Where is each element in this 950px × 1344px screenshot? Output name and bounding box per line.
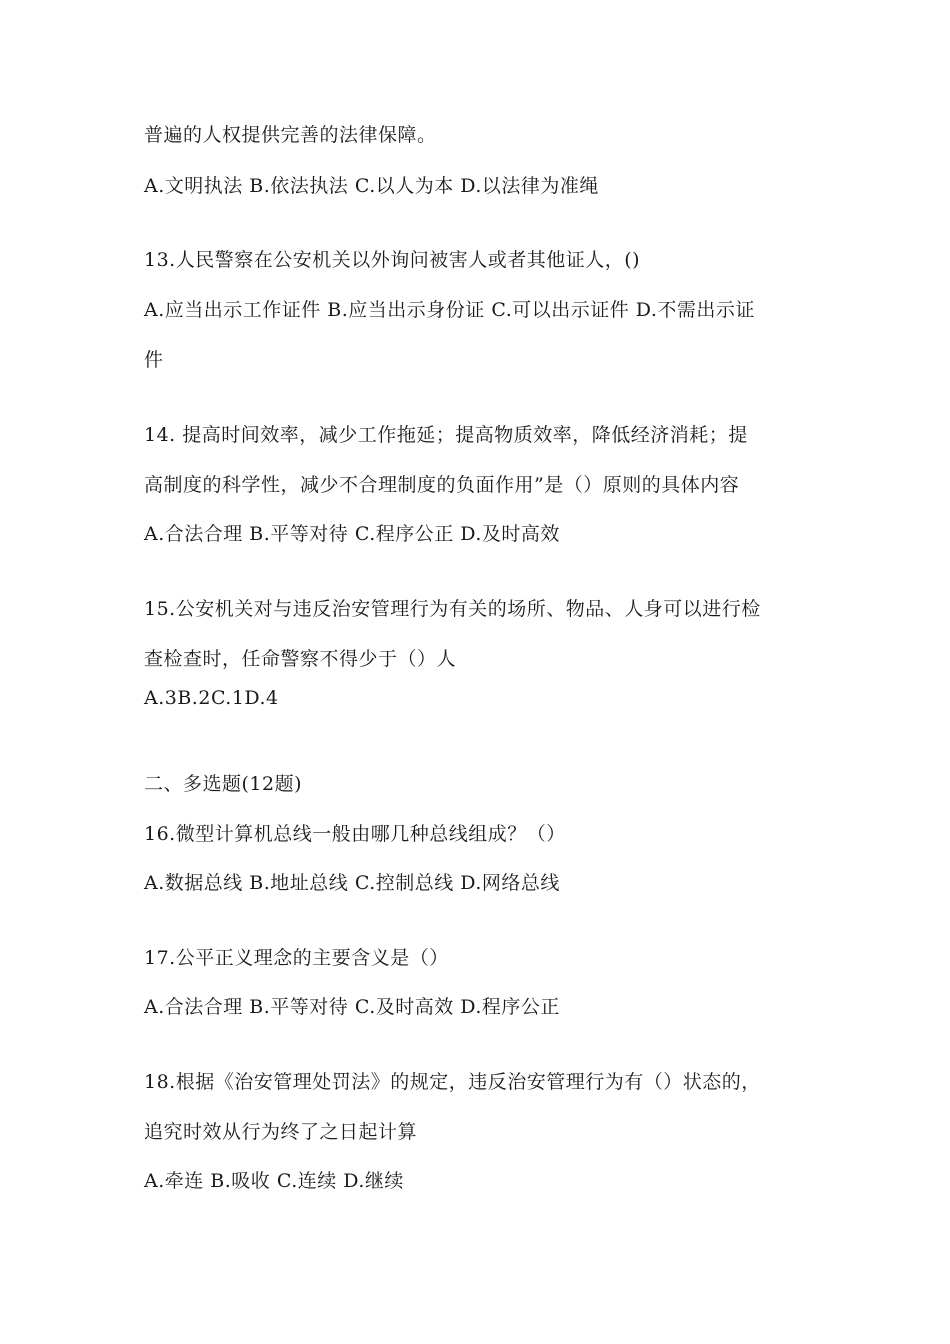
q16-stem: 16.微型计算机总线一般由哪几种总线组成？（） (144, 823, 566, 845)
q12-stem-continued: 普遍的人权提供完善的法律保障。 (144, 124, 437, 146)
q13-stem: 13.人民警察在公安机关以外询问被害人或者其他证人，() (144, 249, 641, 271)
q13-options-continued: 件 (144, 349, 164, 371)
q18-options: A.牵连 B.吸收 C.连续 D.继续 (144, 1170, 404, 1192)
q18-stem: 18.根据《治安管理处罚法》的规定，违反治安管理行为有（）状态的， (144, 1071, 761, 1093)
q12-options: A.文明执法 B.依法执法 C.以人为本 D.以法律为准绳 (144, 175, 599, 197)
q15-stem: 15.公安机关对与违反治安管理行为有关的场所、物品、人身可以进行检 (144, 598, 761, 620)
section-heading-multiple-choice: 二、多选题(12题) (144, 773, 303, 795)
q14-stem-continued: 高制度的科学性，减少不合理制度的负面作用”是（）原则的具体内容 (144, 474, 740, 496)
q14-options: A.合法合理 B.平等对待 C.程序公正 D.及时高效 (144, 523, 560, 545)
q16-options: A.数据总线 B.地址总线 C.控制总线 D.网络总线 (144, 872, 560, 894)
q17-options: A.合法合理 B.平等对待 C.及时高效 D.程序公正 (144, 996, 560, 1018)
q15-stem-continued: 查检查时，任命警察不得少于（）人 (144, 648, 457, 670)
q13-options: A.应当出示工作证件 B.应当出示身份证 C.可以出示证件 D.不需出示证 (144, 299, 755, 321)
q15-options: A.3B.2C.1D.4 (144, 687, 279, 709)
q18-stem-continued: 追究时效从行为终了之日起计算 (144, 1121, 418, 1143)
q17-stem: 17.公平正义理念的主要含义是（） (144, 947, 449, 969)
q14-stem: 14. 提高时间效率，减少工作拖延；提高物质效率，降低经济消耗；提 (144, 424, 748, 446)
